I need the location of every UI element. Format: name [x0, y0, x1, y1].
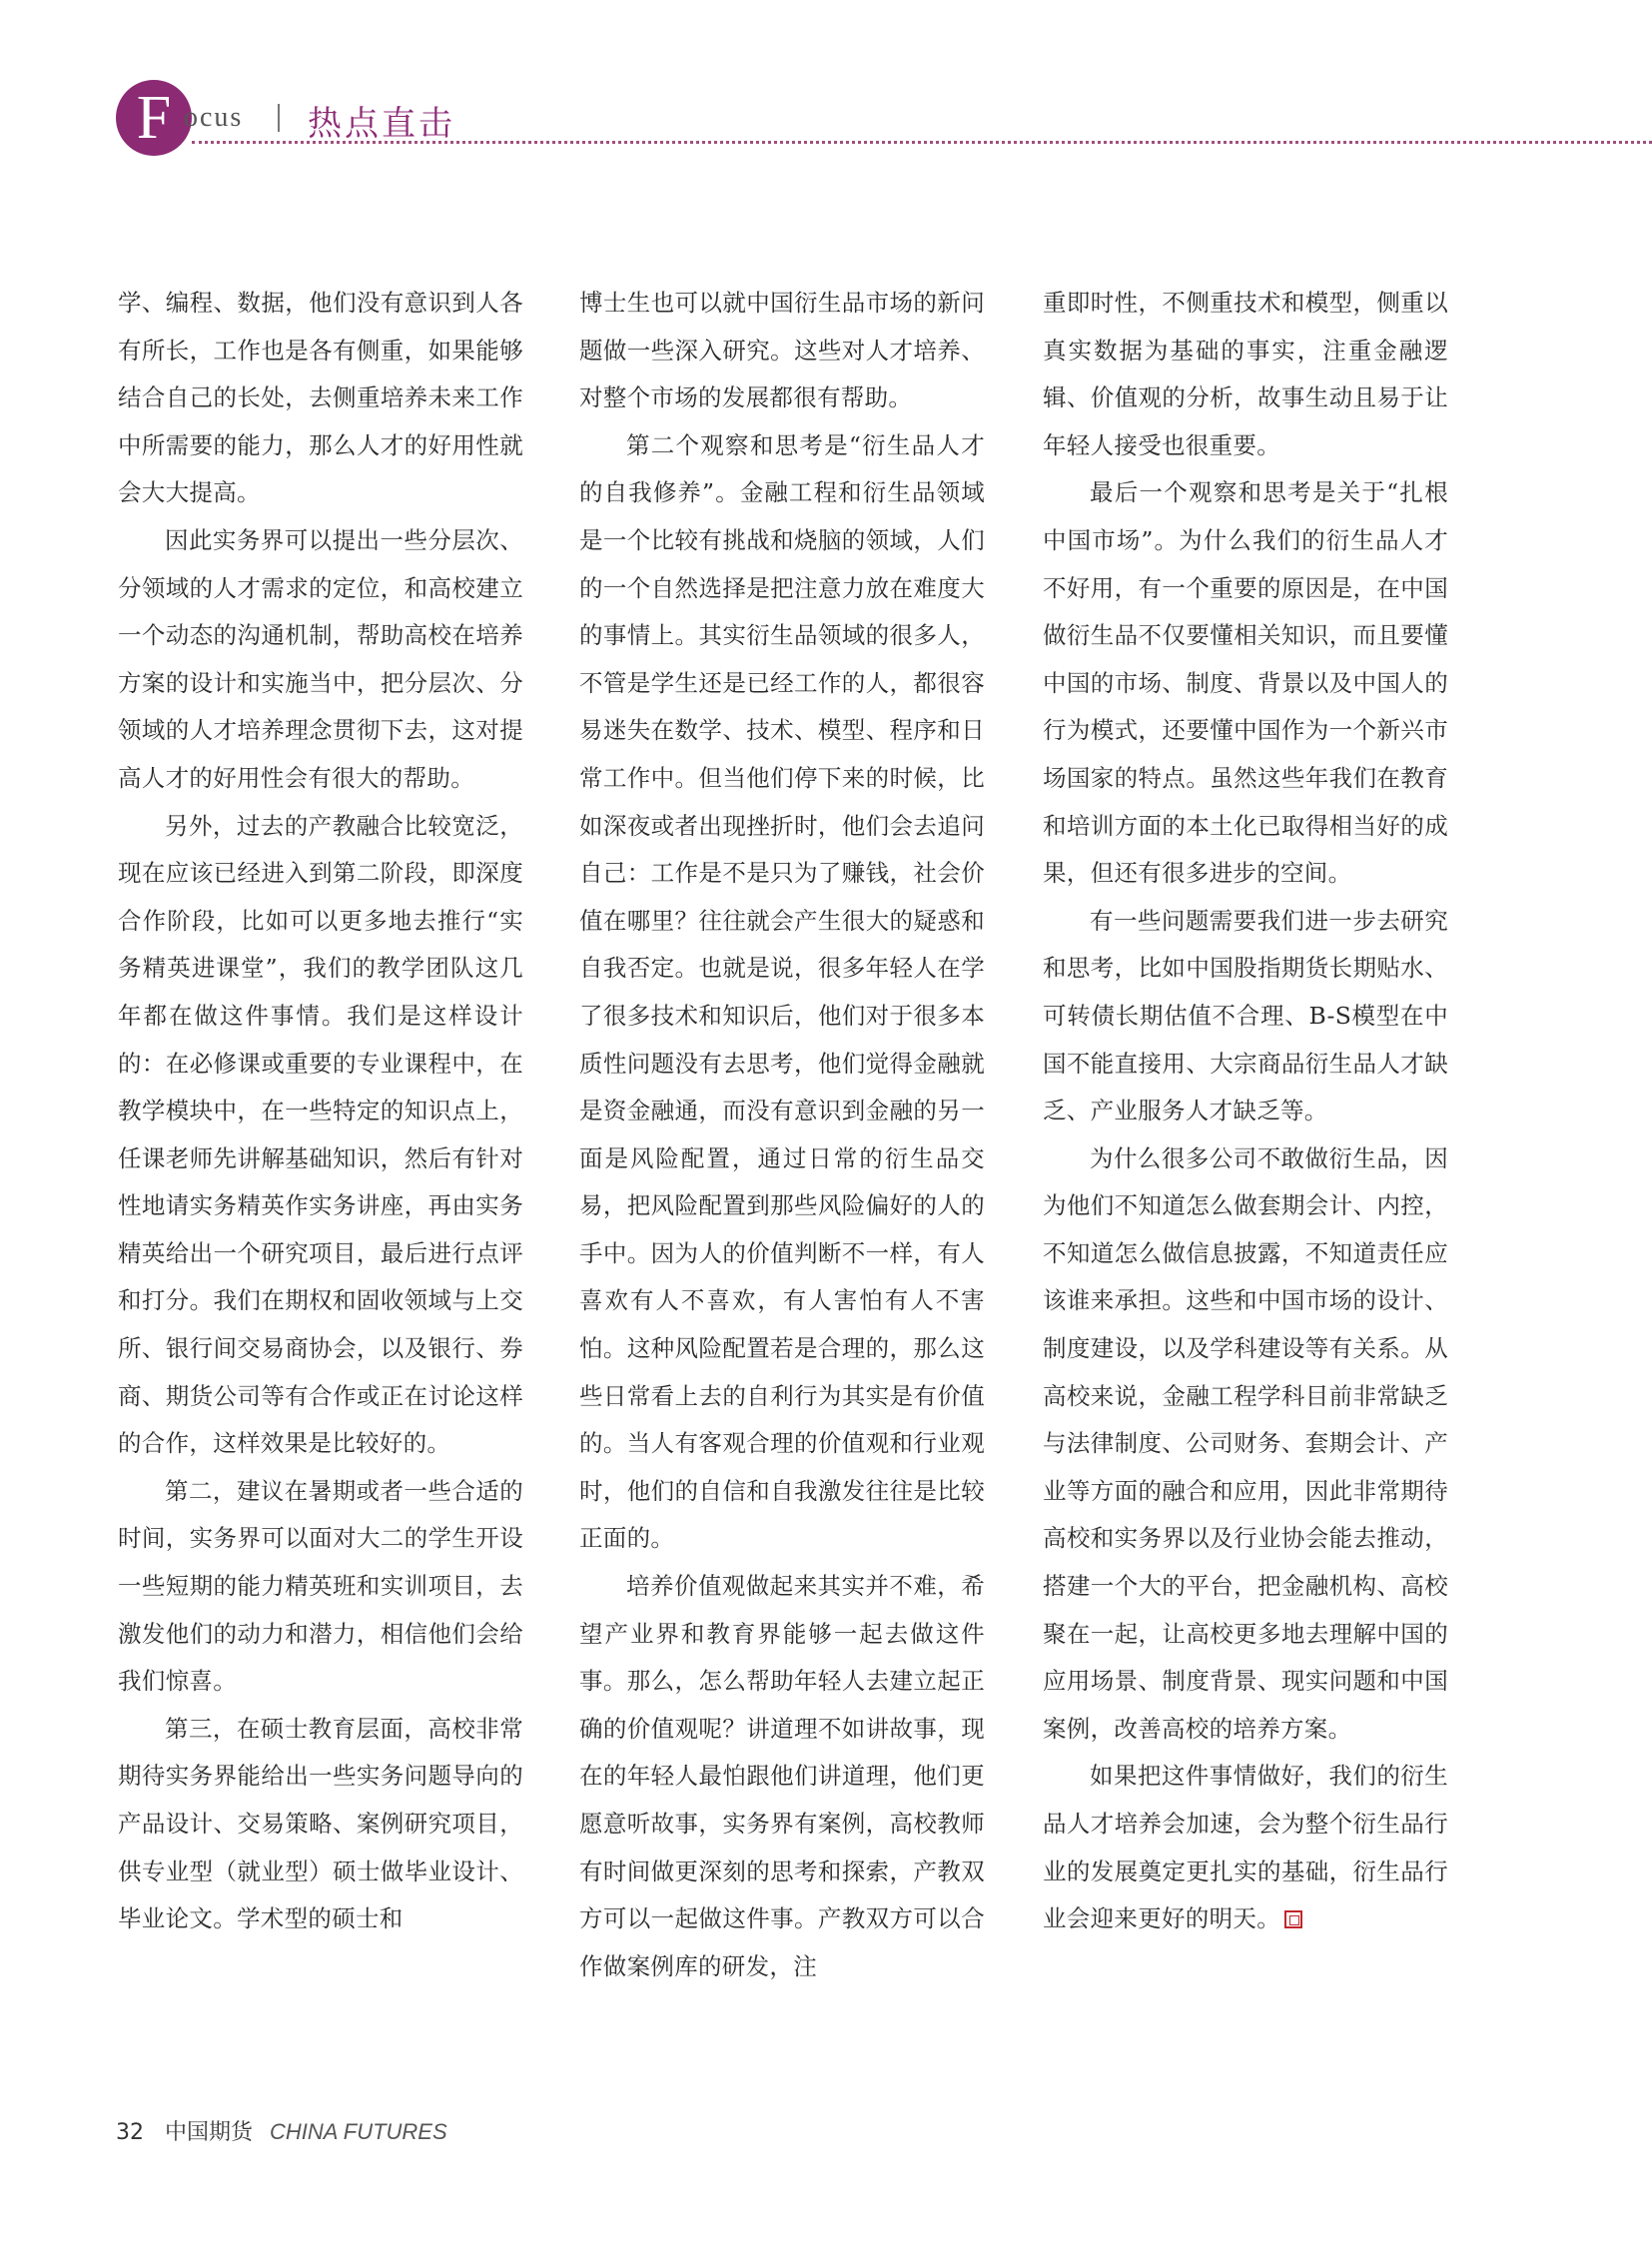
paragraph: 第二，建议在暑期或者一些合适的时间，实务界可以面对大二的学生开设一些短期的能力精英班和实训项目，去激发他们的动力和潜力，相信他们会给我们惊喜。	[118, 1476, 523, 1696]
paragraph: 培养价值观做起来其实并不难，希望产业界和教育界能够一起去做这件事。那么，怎么帮助年轻人去建立起正确的价值观呢？讲道理不如讲故事，现在的年轻人最怕跟他们讲道理，他们更愿意听故事，实务界有案例，高校教师有时间做更深刻的思考和探索，产教双方可以一起做这件事。产教双方可以合作做案例库的研发，注	[579, 1572, 985, 1980]
paragraph: 第三，在硕士教育层面，高校非常期待实务界能给出一些实务问题导向的产品设计、交易策略、案例研究项目，供专业型（就业型）硕士做毕业设计、毕业论文。学术型的硕士和	[118, 1714, 523, 1933]
paragraph: 重即时性，不侧重技术和模型，侧重以真实数据为基础的事实，注重金融逻辑、价值观的分析，故事生动且易于让年轻人接受也很重要。	[1043, 289, 1448, 459]
paragraph: 有一些问题需要我们进一步去研究和思考，比如中国股指期货长期贴水、可转债长期估值不合理、B-S模型在中国不能直接用、大宗商品衍生品人才缺乏、产业服务人才缺乏等。	[1043, 906, 1448, 1125]
logo-letter: F	[136, 84, 172, 152]
paragraph: 另外，过去的产教融合比较宽泛，现在应该已经进入到第二阶段，即深度合作阶段，比如可以更多地去推行“实务精英进课堂”，我们的教学团队这几年都在做这件事情。我们是这样设计的：在必修课或重要的专业课程中，在教学模块中，在一些特定的知识点上，任课老师先讲解基础知识，然后有针对性地请实务精英作实务讲座，再由实务精英给出一个研究项目，最后进行点评和打分。我们在期权和固收领域与上交所、银行间交易商协会，以及银行、券商、期货公司等有合作或正在讨论这样的合作，这样效果是比较好的。	[118, 811, 523, 1458]
page-footer	[116, 2115, 447, 2146]
paragraph: 最后一个观察和思考是关于“扎根中国市场”。为什么我们的衍生品人才不好用，有一个重要的原因是，在中国做衍生品不仅要懂相关知识，而且要懂中国的市场、制度、背景以及中国人的行为模式，还要懂中国作为一个新兴市场国家的特点。虽然这些年我们在教育和培训方面的本土化已取得相当好的成果，但还有很多进步的空间。	[1043, 478, 1448, 888]
magazine-name-en: CHINA FUTURES	[270, 2119, 447, 2144]
paragraph: 因此实务界可以提出一些分层次、分领域的人才需求的定位，和高校建立一个动态的沟通机制，帮助高校在培养方案的设计和实施当中，把分层次、分领域的人才培养理念贯彻下去，这对提高人才的好用性会有很大的帮助。	[118, 525, 523, 792]
paragraph-text: 如果把这件事情做好，我们的衍生品人才培养会加速，会为整个衍生品行业的发展奠定更扎实的基础，衍生品行业会迎来更好的明天。	[1043, 1762, 1448, 1933]
page-header	[0, 0, 1652, 150]
header-divider	[278, 104, 280, 132]
paragraph: 博士生也可以就中国衍生品市场的新问题做一些深入研究。这些对人才培养、对整个市场的发展都很有帮助。	[579, 289, 985, 412]
text-column-1	[118, 280, 523, 1943]
article-end-icon	[1284, 1910, 1302, 1928]
closing-paragraph	[1043, 1753, 1448, 1942]
logo-wordmark: ocus	[184, 102, 244, 133]
magazine-name-cn: 中国期货	[165, 2120, 254, 2145]
text-column-2	[579, 280, 985, 1990]
text-column-3	[1043, 280, 1448, 1943]
paragraph: 学、编程、数据，他们没有意识到人各有所长，工作也是各有侧重，如果能够结合自己的长处，去侧重培养未来工作中所需要的能力，那么人才的好用性就会大大提高。	[118, 289, 523, 507]
paragraph: 为什么很多公司不敢做衍生品，因为他们不知道怎么做套期会计、内控，不知道怎么做信息披露，不知道责任应该谁来承担。这些和中国市场的设计、制度建设，以及学科建设等有关系。从高校来说，金融工程学科目前非常缺乏与法律制度、公司财务、套期会计、产业等方面的融合和应用，因此非常期待高校和实务界以及行业协会能去推动，搭建一个大的平台，把金融机构、高校聚在一起，让高校更多地去理解中国的应用场景、制度背景、现实问题和中国案例，改善高校的培养方案。	[1043, 1143, 1448, 1743]
focus-logo-badge	[116, 80, 192, 156]
paragraph: 第二个观察和思考是“衍生品人才的自我修养”。金融工程和衍生品领域是一个比较有挑战和烧脑的领域，人们的一个自然选择是把注意力放在难度大的事情上。其实衍生品领域的很多人，不管是学生还是已经工作的人，都很容易迷失在数学、技术、模型、程序和日常工作中。但当他们停下来的时候，比如深夜或者出现挫折时，他们会去追问自己：工作是不是只为了赚钱，社会价值在哪里？往往就会产生很大的疑惑和自我否定。也就是说，很多年轻人在学了很多技术和知识后，他们对于很多本质性问题没有去思考，他们觉得金融就是资金融通，而没有意识到金融的另一面是风险配置，通过日常的衍生品交易，把风险配置到那些风险偏好的人的手中。因为人的价值判断不一样，有人喜欢有人不喜欢，有人害怕有人不害怕。这种风险配置若是合理的，那么这些日常看上去的自利行为其实是有价值的。当人有客观合理的价值观和行业观时，他们的自信和自我激发往往是比较正面的。	[579, 430, 985, 1553]
section-title: 热点直击	[308, 104, 455, 144]
page-number: 32	[116, 2120, 144, 2145]
header-dotted-rule	[192, 141, 1652, 144]
